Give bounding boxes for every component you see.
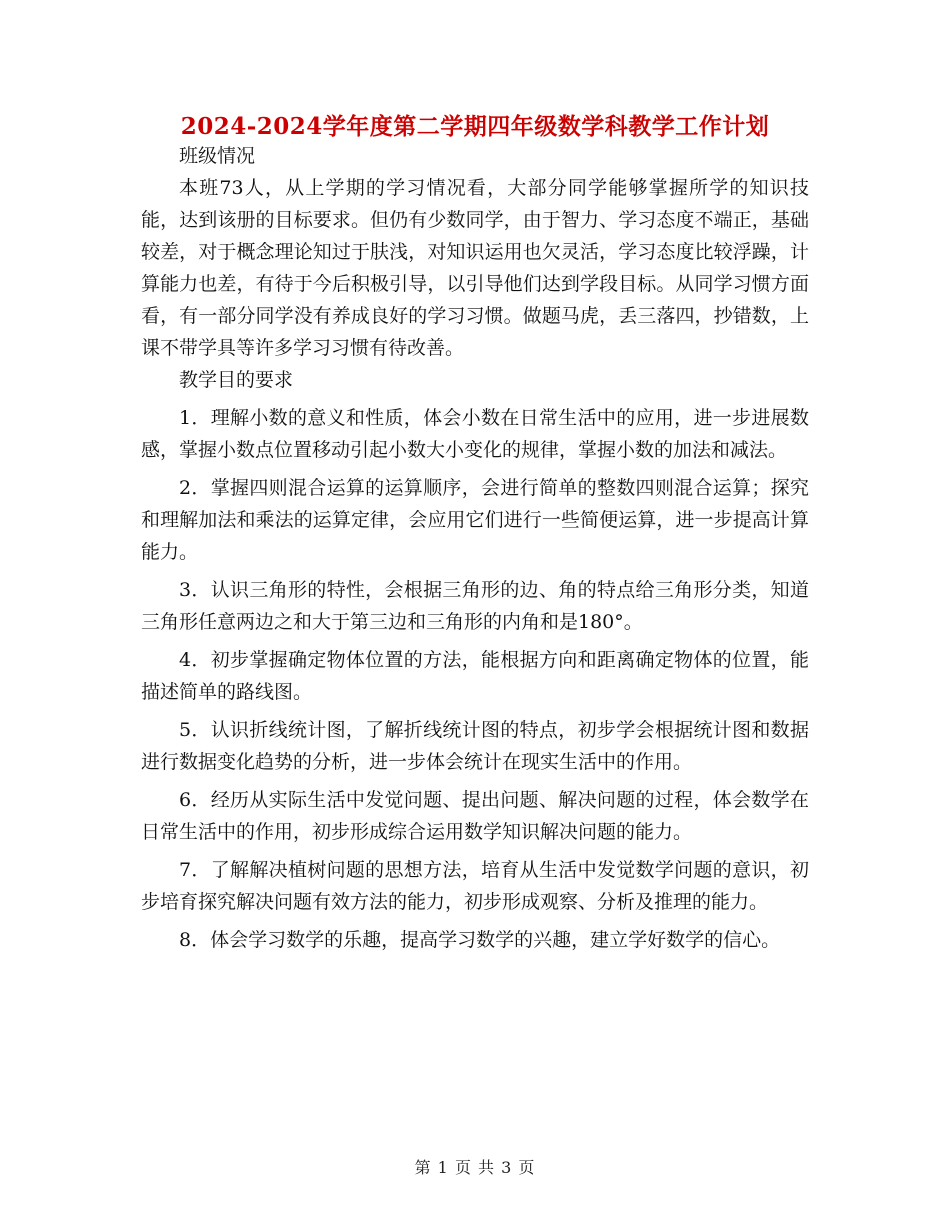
class-situation-paragraph: 本班73人，从上学期的学习情况看，大部分同学能够掌握所学的知识技能，达到该册的目标要求。但仍有少数同学，由于智力、学习态度不端正，基础较差，对于概念理论知过于肤浅，对知识运用也欠灵活，学习态度比较浮躁，计算能力也差，有待于今后积极引导，以引导他们达到学段目标。从同学习惯方面看，有一部分同学没有养成良好的学习习惯。做题马虎，丢三落四，抄错数，上课不带学具等许多学习习惯有待改善。 <box>141 177 809 359</box>
goal-item-3: 3．认识三角形的特性，会根据三角形的边、角的特点给三角形分类，知道三角形任意两边之和大于第三边和三角形的内角和是180°。 <box>141 579 809 633</box>
section-heading-class-situation: 班级情况 <box>179 145 256 167</box>
goal-item-8: 8．体会学习数学的乐趣，提高学习数学的兴趣，建立学好数学的信心。 <box>179 929 781 951</box>
section-heading-teaching-goals: 教学目的要求 <box>179 369 294 391</box>
document-body <box>141 140 809 956</box>
document-title: 2024-2024学年度第二学期四年级数学科教学工作计划 <box>180 113 770 140</box>
goal-item-1: 1．理解小数的意义和性质，体会小数在日常生活中的应用，进一步进展数感，掌握小数点位置移动引起小数大小变化的规律，掌握小数的加法和减法。 <box>141 407 809 461</box>
page-footer: 第 1 页 共 3 页 <box>414 1158 536 1177</box>
goal-item-4: 4．初步掌握确定物体位置的方法，能根据方向和距离确定物体的位置，能描述简单的路线图。 <box>141 649 809 703</box>
goal-item-5: 5．认识折线统计图，了解折线统计图的特点，初步学会根据统计图和数据进行数据变化趋势的分析，进一步体会统计在现实生活中的作用。 <box>141 719 809 773</box>
goal-item-6: 6．经历从实际生活中发觉问题、提出问题、解决问题的过程，体会数学在日常生活中的作用，初步形成综合运用数学知识解决问题的能力。 <box>141 789 809 843</box>
goal-item-2: 2．掌握四则混合运算的运算顺序，会进行简单的整数四则混合运算；探究和理解加法和乘法的运算定律，会应用它们进行一些简便运算，进一步提高计算能力。 <box>141 477 809 563</box>
goal-item-7: 7．了解解决植树问题的思想方法，培育从生活中发觉数学问题的意识，初步培育探究解决问题有效方法的能力，初步形成观察、分析及推理的能力。 <box>141 859 809 913</box>
